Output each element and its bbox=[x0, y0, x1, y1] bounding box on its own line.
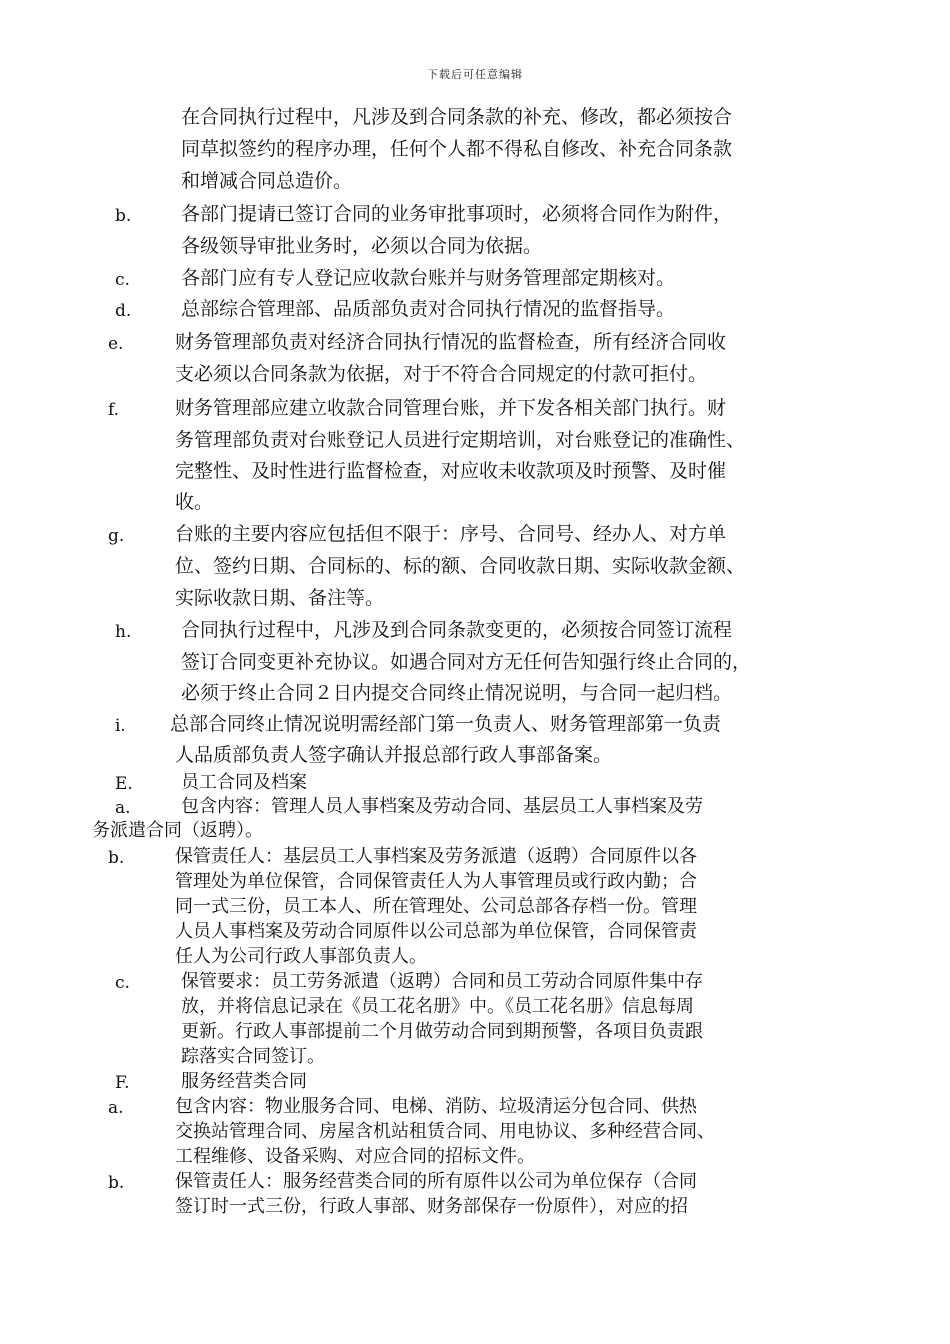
page-header: 下载后可任意编辑 bbox=[427, 68, 523, 81]
list-marker: h. bbox=[115, 622, 132, 642]
list-marker: b. bbox=[108, 848, 125, 868]
paragraph-line: 放，并将信息记录在《员工花名册》中。《员工花名册》信息每周 bbox=[181, 996, 694, 1017]
list-marker: a. bbox=[115, 798, 131, 818]
section-marker: F. bbox=[115, 1073, 130, 1093]
paragraph-line: 务派遣合同（返聘）。 bbox=[92, 820, 263, 841]
paragraph-line: 各部门提请已签订合同的业务审批事项时，必须将合同作为附件， bbox=[181, 203, 733, 225]
paragraph-line: 保管要求：员工劳务派遣（返聘）合同和员工劳动合同原件集中存 bbox=[181, 971, 703, 992]
paragraph-line: 收。 bbox=[175, 491, 214, 513]
paragraph-line: 完整性、及时性进行监督检查，对应收未收款项及时预警、及时催 bbox=[175, 460, 727, 482]
list-marker: a. bbox=[108, 1098, 124, 1118]
paragraph-line: 必须于终止合同２日内提交合同终止情况说明，与合同一起归档。 bbox=[181, 682, 733, 704]
paragraph-line: 包含内容：管理人员人事档案及劳动合同、基层员工人事档案及劳 bbox=[181, 796, 703, 817]
paragraph-line: 保管责任人：服务经营类合同的所有原件以公司为单位保存（合同 bbox=[175, 1171, 697, 1192]
list-marker: b. bbox=[108, 1173, 125, 1193]
paragraph-line: 人员人事档案及劳动合同原件以公司总部为单位保管，合同保管责 bbox=[175, 921, 697, 942]
paragraph-line: 签订合同变更补充协议。如遇合同对方无任何告知强行终止合同的， bbox=[181, 651, 752, 673]
paragraph-line: 包含内容：物业服务合同、电梯、消防、垃圾清运分包合同、供热 bbox=[175, 1096, 697, 1117]
paragraph-line: 和增减合同总造价。 bbox=[181, 170, 353, 192]
paragraph-line: 同草拟签约的程序办理，任何个人都不得私自修改、补充合同条款 bbox=[181, 138, 733, 160]
paragraph-line: 支必须以合同条款为依据，对于不符合合同规定的付款可拒付。 bbox=[175, 363, 708, 385]
paragraph-line: 各部门应有专人登记应收款台账并与财务管理部定期核对。 bbox=[181, 267, 676, 289]
paragraph-line: 更新。行政人事部提前二个月做劳动合同到期预警，各项目负责跟 bbox=[181, 1021, 703, 1042]
paragraph-line: 管理处为单位保管，合同保管责任人为人事管理员或行政内勤；合 bbox=[175, 871, 697, 892]
list-marker: g. bbox=[108, 526, 125, 546]
paragraph-line: 人品质部负责人签字确认并报总部行政人事部备案。 bbox=[175, 744, 613, 766]
paragraph-line: 务管理部负责对台账登记人员进行定期培训，对台账登记的准确性、 bbox=[175, 429, 746, 451]
paragraph-line: 总部合同终止情况说明需经部门第一负责人、财务管理部第一负责 bbox=[170, 713, 722, 735]
list-marker: d. bbox=[115, 301, 132, 321]
paragraph-line: 签订时一式三份，行政人事部、财务部保存一份原件），对应的招 bbox=[175, 1196, 688, 1217]
list-marker: f. bbox=[108, 400, 120, 420]
list-marker: c. bbox=[115, 270, 130, 290]
paragraph-line: 保管责任人：基层员工人事档案及劳务派遣（返聘）合同原件以各 bbox=[175, 846, 697, 867]
paragraph-line: 工程维修、设备采购、对应合同的招标文件。 bbox=[175, 1146, 535, 1167]
paragraph-line: 任人为公司行政人事部负责人。 bbox=[175, 946, 427, 967]
paragraph-line: 各级领导审批业务时，必须以合同为依据。 bbox=[181, 235, 543, 257]
list-marker: c. bbox=[115, 973, 130, 993]
list-marker: e. bbox=[108, 334, 124, 354]
paragraph-line: 财务管理部应建立收款合同管理台账，并下发各相关部门执行。财 bbox=[175, 397, 727, 419]
section-heading: 员工合同及档案 bbox=[181, 772, 307, 793]
paragraph-line: 位、签约日期、合同标的、标的额、合同收款日期、实际收款金额、 bbox=[175, 555, 746, 577]
paragraph-line: 台账的主要内容应包括但不限于：序号、合同号、经办人、对方单 bbox=[175, 523, 727, 545]
paragraph-line: 合同执行过程中，凡涉及到合同条款变更的，必须按合同签订流程 bbox=[181, 619, 733, 641]
paragraph-line: 同一式三份，员工本人、所在管理处、公司总部各存档一份。管理 bbox=[175, 896, 697, 917]
list-marker: i. bbox=[115, 716, 126, 736]
paragraph-line: 在合同执行过程中，凡涉及到合同条款的补充、修改，都必须按合 bbox=[181, 106, 733, 128]
paragraph-line: 总部综合管理部、品质部负责对合同执行情况的监督指导。 bbox=[181, 298, 676, 320]
paragraph-line: 实际收款日期、备注等。 bbox=[175, 587, 385, 609]
section-heading: 服务经营类合同 bbox=[181, 1071, 307, 1092]
section-marker: E. bbox=[115, 774, 133, 794]
paragraph-line: 交换站管理合同、房屋含机站租赁合同、用电协议、多种经营合同、 bbox=[175, 1121, 715, 1142]
paragraph-line: 踪落实合同签订。 bbox=[181, 1046, 325, 1067]
paragraph-line: 财务管理部负责对经济合同执行情况的监督检查，所有经济合同收 bbox=[175, 331, 727, 353]
list-marker: b. bbox=[115, 206, 132, 226]
